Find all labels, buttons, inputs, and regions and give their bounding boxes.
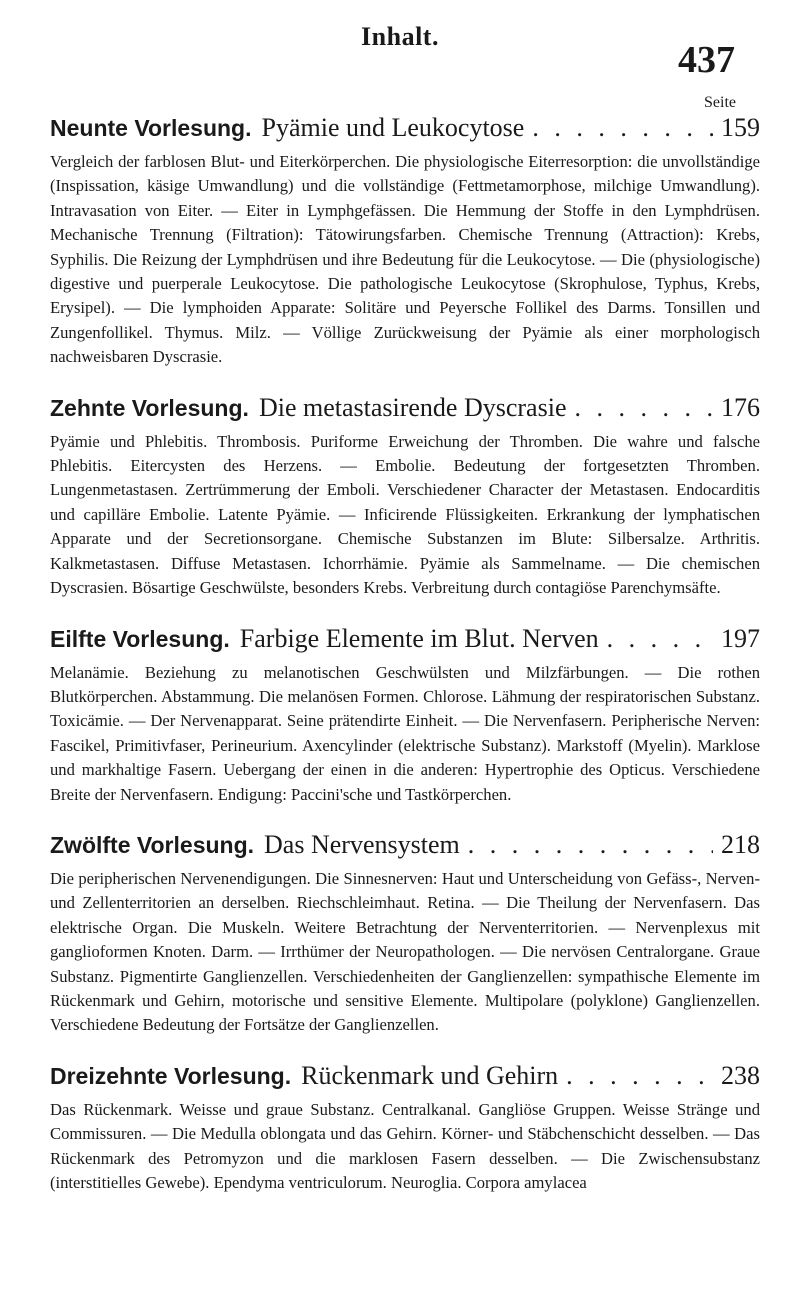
toc-section-9: [50, 112, 760, 370]
lecture-title: Rückenmark und Gehirn: [301, 1060, 559, 1090]
lecture-label: Neunte Vorlesung.: [50, 115, 252, 141]
dot-leader: [566, 1060, 713, 1092]
section-heading: [50, 829, 760, 861]
dot-leader: [574, 392, 713, 424]
lecture-summary: Die peripherischen Nervenendigungen. Die Sinnesnerven: Haut und Unterscheidung von Gefäss-, Nerven- und Zellenterritorien an derselben. Riechschleimhaut. Retina. — Die Theilung der Nervenfasern. Das elektrische Organ. Die Muskeln. Weitere Betrachtung der Nerventerritorien. — Nervenplexus mit ganglioformen Knoten. Darm. — Irrthümer der Neuropathologen. — Die nervösen Centralorgane. Graue Substanz. Pigmentirte Ganglienzellen. Verschiedenheiten der Ganglienzellen: sympathische Elemente im Rückenmark und Gehirn, motorische und sensitive Elemente. Multipolare (polyklone) Ganglienzellen. Verschiedene Bedeutung der Fortsätze der Ganglienzellen.: [50, 868, 760, 1035]
lecture-summary: Vergleich der farblosen Blut- und Eiterkörperchen. Die physiologische Eiterresorption: die unvollständige (Inspissation, käsige Umwandlung) und die vollständige (Fettmetamorphose, milchige Umwandlung). Intravasation von Eiter. — Eiter in Lymphgefässen. Die Hemmung der Stoffe in den Lymphdrüsen. Mechanische Trennung (Filtration): Tätowirungsfarben. Chemische Trennung (Attraction): Krebs, Syphilis. Die Reizung der Lymphdrüsen und ihre Bedeutung für die Leukocytose. — Die (physiologische) digestive und puerperale Leukocytose. Die pathologische Leukocytose (Skrophulose, Typhus, Krebs, Erysipel). — Die lymphoiden Apparate: Solitäre und Peyersche Follikel des Darms. Tonsillen und Zungenfollikel. Thymus. Milz. — Völlige Zurückweisung der Pyämie als einer morphologisch nachweisbaren Dyscrasie.: [50, 152, 760, 367]
lecture-label: Zehnte Vorlesung.: [50, 394, 249, 421]
lecture-title: Die metastasirende Dyscrasie: [258, 392, 567, 422]
lecture-title: Farbige Elemente im Blut. Nerven: [239, 623, 599, 653]
section-heading: [50, 112, 760, 144]
dot-leader: [607, 623, 713, 655]
lecture-page: 197: [721, 623, 760, 653]
lecture-page: 238: [721, 1060, 760, 1090]
dot-leader: [468, 829, 713, 861]
running-head: Inhalt.: [361, 22, 439, 51]
lecture-summary: Das Rückenmark. Weisse und graue Substanz. Centralkanal. Gangliöse Gruppen. Weisse Stränge und Commissuren. — Die Medulla oblongata und das Gehirn. Körner- und Stäbchenschicht desselben. — Das Rückenmark des Petromyzon und die marklosen Fasern desselben. — Die Zwischensubstanz (interstitielles Gewebe). Ependyma ventriculorum. Neuroglia. Corpora amylacea: [50, 1099, 760, 1192]
page-header: [0, 0, 800, 90]
dot-leader: [532, 112, 713, 144]
toc-section-13: [50, 1060, 760, 1196]
toc-section-10: [50, 392, 760, 601]
toc-section-11: [50, 623, 760, 807]
page-number: 437: [678, 39, 735, 81]
lecture-page: 176: [721, 392, 760, 422]
toc-sections: [50, 112, 760, 1217]
lecture-page: 218: [721, 829, 760, 859]
lecture-label: Zwölfte Vorlesung.: [50, 831, 255, 858]
lecture-title: Das Nervensystem: [264, 829, 460, 859]
column-label-seite: Seite: [704, 94, 736, 111]
section-heading: [50, 392, 760, 424]
section-heading: [50, 623, 760, 655]
section-heading: [50, 1060, 760, 1092]
toc-section-12: [50, 829, 760, 1038]
lecture-title: Pyämie und Leukocytose: [261, 113, 525, 142]
lecture-page: 159: [721, 113, 760, 142]
lecture-label: Eilfte Vorlesung.: [50, 625, 230, 652]
lecture-summary: Pyämie und Phlebitis. Thrombosis. Puriforme Erweichung der Thromben. Die wahre und falsche Phlebitis. Eitercysten des Herzens. — Embolie. Bedeutung der fortgesetzten Thromben. Lungenmetastasen. Zertrümmerung der Emboli. Verschiedener Character der Metastasen. Endocarditis und capilläre Embolie. Latente Pyämie. — Inficirende Flüssigkeiten. Erkrankung der lymphatischen Apparate und der Secretionsorgane. Chemische Substanzen im Blute: Silbersalze. Arthritis. Kalkmetastasen. Diffuse Metastasen. Ichorrhämie. Pyämie als Sammelname. — Die chemischen Dyscrasien. Bösartige Geschwülste, besonders Krebs. Verbreitung durch contagiöse Parenchymsäfte.: [50, 431, 760, 598]
lecture-summary: Melanämie. Beziehung zu melanotischen Geschwülsten und Milzfärbungen. — Die rothen Blutkörperchen. Abstammung. Die melanösen Formen. Chlorose. Lähmung der respiratorischen Substanz. Toxicämie. — Der Nervenapparat. Seine prätendirte Einheit. — Die Nervenfasern. Peripherische Nerven: Fascikel, Primitivfaser, Perineurium. Axencylinder (elektrische Substanz). Markstoff (Myelin). Marklose und markhaltige Fasern. Uebergang der einen in die anderen: Hypertrophie des Opticus. Verschiedene Breite der Nervenfasern. Endigung: Paccini'sche und Tastkörperchen.: [50, 662, 760, 804]
lecture-label: Dreizehnte Vorlesung.: [50, 1062, 292, 1089]
